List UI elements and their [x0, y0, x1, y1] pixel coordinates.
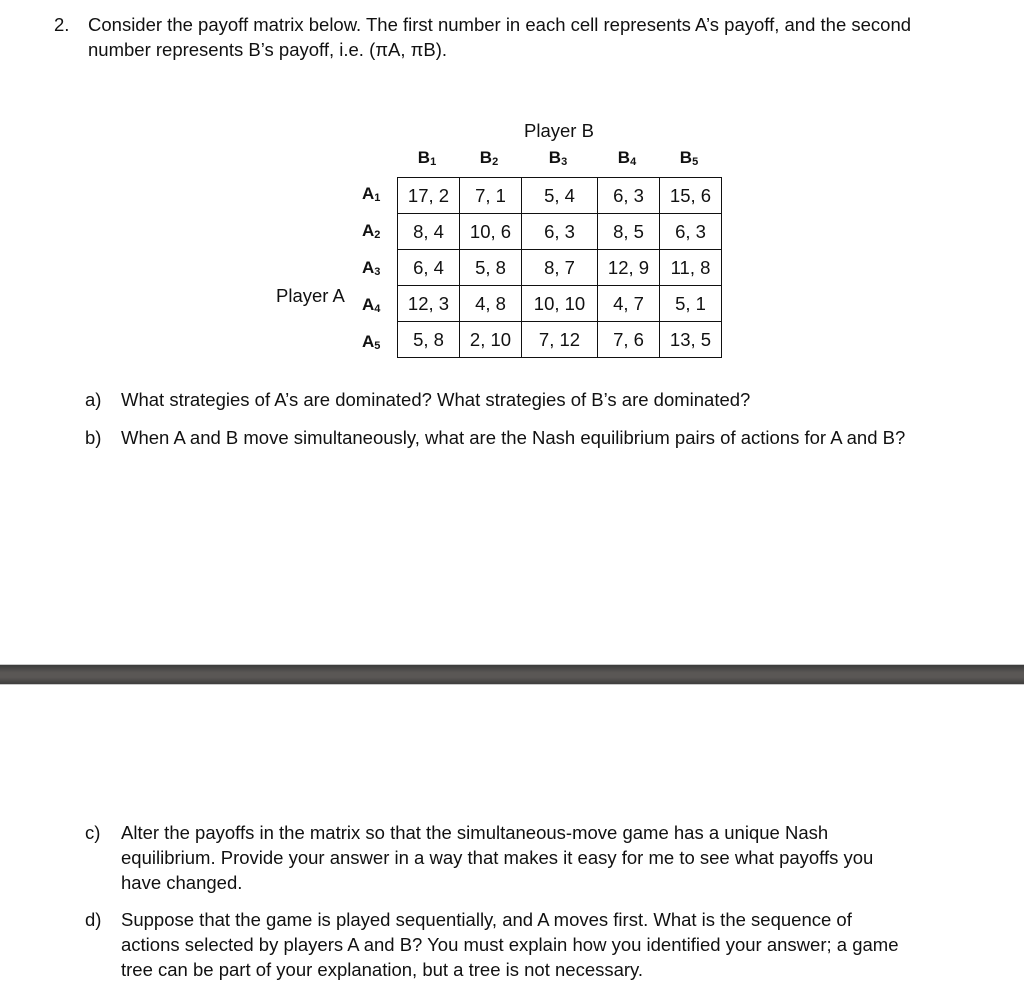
part-b-label: b) [85, 427, 102, 448]
part-a-text: What strategies of A’s are dominated? What strategies of B’s are dominated? [121, 389, 751, 410]
question-number: 2. [54, 14, 70, 35]
row-header-a1: $A_1$ [362, 184, 381, 204]
part-b-text: When A and B move simultaneously, what are the Nash equilibrium pairs of actions for A and B? [121, 427, 906, 448]
matrix-row-a1 [398, 178, 722, 214]
column-header-b4: $B_4$ [617, 148, 637, 168]
page-divider [0, 664, 1024, 685]
column-header-b3: $B_3$ [548, 148, 568, 168]
payoff-cell: 12, 9 [598, 250, 660, 286]
payoff-cell: 6, 3 [598, 178, 660, 214]
matrix-row-a5 [398, 322, 722, 358]
payoff-cell: 2, 10 [460, 322, 522, 358]
matrix-row-a2 [398, 214, 722, 250]
payoff-cell: 15, 6 [660, 178, 722, 214]
part-c-label: c) [85, 822, 101, 843]
column-header-b1: $B_1$ [417, 148, 437, 168]
part-c-text-line-1: Alter the payoffs in the matrix so that the simultaneous-move game has a unique Nash [121, 822, 829, 843]
payoff-cell: 8, 4 [398, 214, 460, 250]
column-header-b5: $B_5$ [679, 148, 699, 168]
part-d-text-line-2: actions selected by players A and B? You must explain how you identified your answer; a game [121, 934, 899, 955]
matrix-row-a4 [398, 286, 722, 322]
question-text-line-2: number represents B’s payoff, i.e. (πA, πB). [88, 39, 448, 60]
part-d-text-line-1: Suppose that the game is played sequentially, and A moves first. What is the sequence of [121, 909, 852, 930]
payoff-cell: 5, 4 [522, 178, 598, 214]
row-header-a3: $A_3$ [362, 258, 381, 278]
column-player-label: Player B [524, 120, 594, 141]
part-d-text-line-3: tree can be part of your explanation, but a tree is not necessary. [121, 959, 644, 980]
payoff-cell: 11, 8 [660, 250, 722, 286]
payoff-cell: 12, 3 [398, 286, 460, 322]
matrix-row-a3 [398, 250, 722, 286]
payoff-cell: 7, 6 [598, 322, 660, 358]
payoff-cell: 13, 5 [660, 322, 722, 358]
part-c-text-line-3: have changed. [121, 872, 243, 893]
row-header-a4: $A_4$ [362, 295, 381, 315]
column-header-b2: $B_2$ [479, 148, 499, 168]
payoff-cell: 5, 8 [398, 322, 460, 358]
payoff-cell: 17, 2 [398, 178, 460, 214]
payoff-cell: 10, 10 [522, 286, 598, 322]
payoff-cell: 5, 8 [460, 250, 522, 286]
row-player-label: Player A [276, 285, 345, 306]
payoff-cell: 7, 12 [522, 322, 598, 358]
payoff-cell: 6, 4 [398, 250, 460, 286]
payoff-cell: 4, 8 [460, 286, 522, 322]
payoff-cell: 6, 3 [522, 214, 598, 250]
payoff-cell: 7, 1 [460, 178, 522, 214]
payoff-cell: 4, 7 [598, 286, 660, 322]
part-a-label: a) [85, 389, 102, 410]
payoff-cell: 6, 3 [660, 214, 722, 250]
payoff-cell: 5, 1 [660, 286, 722, 322]
payoff-cell: 10, 6 [460, 214, 522, 250]
payoff-cell: 8, 7 [522, 250, 598, 286]
payoff-cell: 8, 5 [598, 214, 660, 250]
part-d-label: d) [85, 909, 102, 930]
question-text-line-1: Consider the payoff matrix below. The first number in each cell represents A’s payoff, and the second [88, 14, 912, 35]
part-c-text-line-2: equilibrium. Provide your answer in a way that makes it easy for me to see what payoffs you [121, 847, 874, 868]
payoff-matrix [397, 177, 722, 358]
row-header-a2: $A_2$ [362, 221, 381, 241]
row-header-a5: $A_5$ [362, 332, 381, 352]
